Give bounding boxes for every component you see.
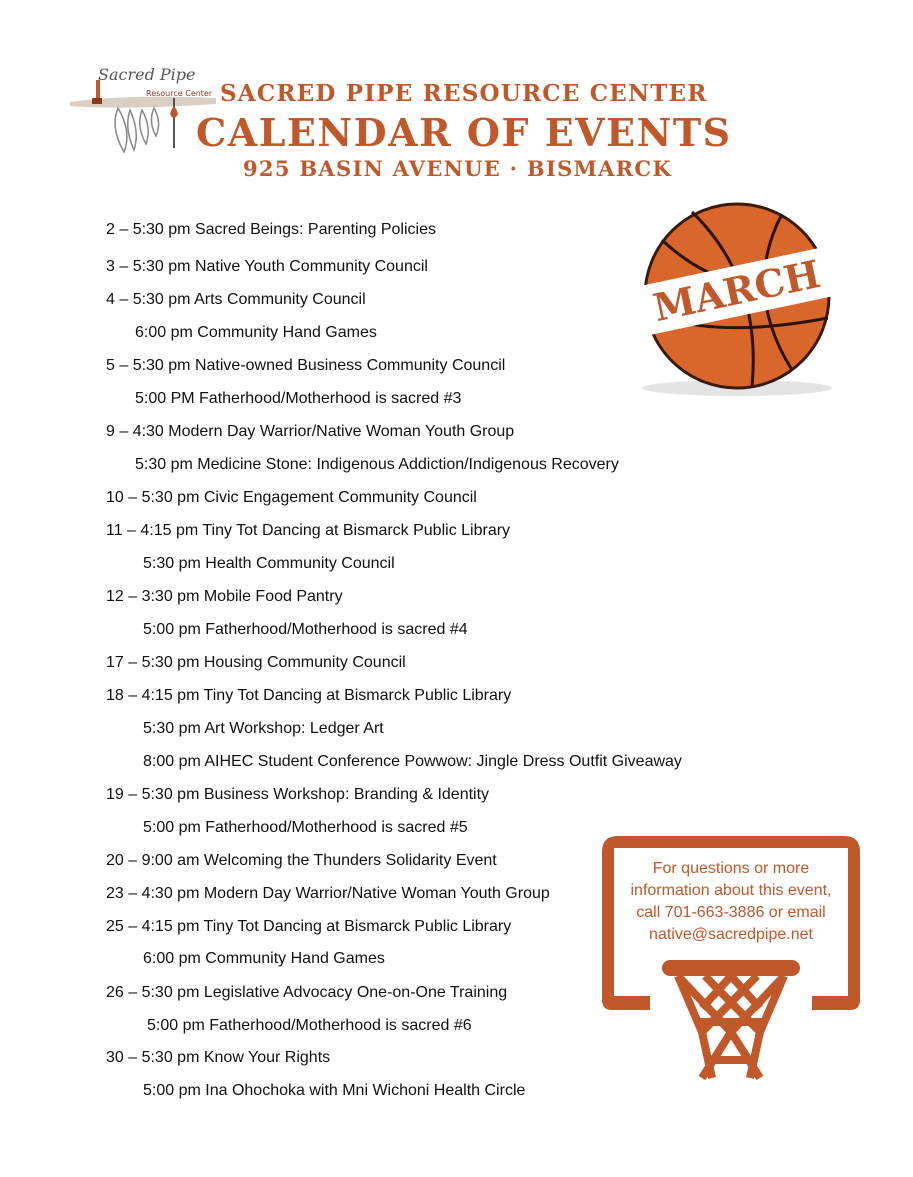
event-item: 6:00 pm Community Hand Games	[143, 950, 385, 967]
event-item: 5:00 pm Fatherhood/Motherhood is sacred #5	[143, 819, 468, 836]
event-item: 10 – 5:30 pm Civic Engagement Community Council	[106, 489, 477, 506]
logo-sub: Resource Center	[146, 89, 213, 98]
contact-text	[612, 858, 850, 946]
event-item: 5:30 pm Art Workshop: Ledger Art	[143, 720, 384, 737]
month-badge	[632, 200, 842, 400]
contact-line: For questions or more	[652, 860, 810, 877]
event-item: 26 – 5:30 pm Legislative Advocacy One-on-One Training	[106, 984, 508, 1001]
event-item: 12 – 3:30 pm Mobile Food Pantry	[106, 588, 343, 605]
event-item: 5:30 pm Health Community Council	[143, 555, 395, 572]
event-item: 5:00 pm Ina Ohochoka with Mni Wichoni Health Circle	[143, 1082, 526, 1099]
event-item: 25 – 4:15 pm Tiny Tot Dancing at Bismarck Public Library	[106, 918, 512, 935]
org-name: SACRED PIPE RESOURCE CENTER	[220, 80, 708, 107]
event-item: 19 – 5:30 pm Business Workshop: Branding & Identity	[106, 786, 490, 803]
event-item: 2 – 5:30 pm Sacred Beings: Parenting Policies	[106, 221, 436, 238]
event-item: 18 – 4:15 pm Tiny Tot Dancing at Bismarck Public Library	[106, 687, 512, 704]
event-item: 23 – 4:30 pm Modern Day Warrior/Native Woman Youth Group	[106, 885, 550, 902]
event-item: 9 – 4:30 Modern Day Warrior/Native Woman Youth Group	[106, 423, 515, 440]
event-item: 11 – 4:15 pm Tiny Tot Dancing at Bismarck Public Library	[106, 522, 511, 539]
event-item: 5 – 5:30 pm Native-owned Business Community Council	[106, 357, 506, 374]
event-item: 5:30 pm Medicine Stone: Indigenous Addiction/Indigenous Recovery	[135, 456, 619, 473]
event-item: 17 – 5:30 pm Housing Community Council	[106, 654, 406, 671]
event-item: 5:00 PM Fatherhood/Motherhood is sacred #3	[135, 390, 462, 407]
event-item: 3 – 5:30 pm Native Youth Community Council	[106, 258, 428, 275]
contact-email[interactable]: native@sacredpipe.net	[649, 926, 813, 943]
contact-line: call 701-663-3886 or email	[636, 904, 826, 921]
month-label: MARCH	[649, 250, 825, 331]
event-item: 30 – 5:30 pm Know Your Rights	[106, 1049, 331, 1066]
basketball-icon	[632, 200, 842, 400]
event-item: 20 – 9:00 am Welcoming the Thunders Solidarity Event	[106, 852, 497, 869]
logo-name: Sacred Pipe	[98, 65, 196, 84]
address: 925 BASIN AVENUE · BISMARCK	[243, 156, 672, 181]
event-item: 5:00 pm Fatherhood/Motherhood is sacred #6	[147, 1017, 472, 1034]
page-title: CALENDAR OF EVENTS	[196, 110, 732, 155]
event-item: 8:00 pm AIHEC Student Conference Powwow: Jingle Dress Outfit Giveaway	[143, 753, 682, 770]
contact-line: information about this event,	[630, 882, 832, 899]
event-item: 6:00 pm Community Hand Games	[135, 324, 377, 341]
event-item: 5:00 pm Fatherhood/Motherhood is sacred #4	[143, 621, 468, 638]
contact-box	[598, 832, 864, 1084]
event-item: 4 – 5:30 pm Arts Community Council	[106, 291, 366, 308]
